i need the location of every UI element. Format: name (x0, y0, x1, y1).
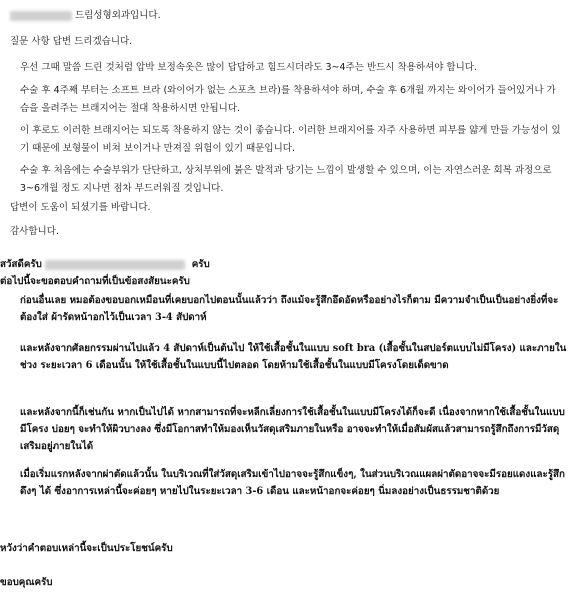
korean-paragraph-1: 우선 그때 말씀 드린 것처럼 압박 보정속옷은 많이 답답하고 힘드시더라도 3~4주는 반드시 착용하셔야 합니다. (20, 62, 477, 73)
korean-greeting-line (10, 6, 562, 26)
korean-thanks: 감사합니다. (10, 226, 59, 237)
thai-intro: ต่อไปนี้จะขอตอบคำถามที่เป็นข้อสงสัยนะครับ (0, 276, 190, 287)
thai-greeting-prefix: สวัสดีครับ (0, 259, 42, 270)
korean-greeting: 드림성형외과입니다. (75, 10, 161, 21)
thai-closing: หวังว่าคำตอบเหล่านี้จะเป็นประโยชน์ครับ (0, 543, 173, 554)
redacted-name-blur (10, 11, 72, 21)
thai-greeting-line (0, 256, 568, 273)
korean-closing: 답변이 도움이 되셨기를 바랍니다. (10, 202, 151, 213)
redacted-name-blur (45, 260, 185, 270)
korean-paragraph-3: 이 후로도 이러한 브래지어는 되도록 착용하지 않는 것이 좋습니다. 이러한 브래지어를 자주 사용하면 피부를 얇게 만들 가능성이 있기 때문에 보형물이 비쳐 보이거나 만져질 위험이 있기 때문입니다. (20, 125, 561, 154)
thai-paragraph-4: เมื่อเริ่มแรกหลังจากผ่าตัดแล้วนั้น ในบริเวณที่ใส่วัสดุเสริมเข้าไปอาจจะรู้สึกแข็งๆ, ในส่วนบริเวณแผลผ่าตัดอาจจะมีรอยแดงและรู้สึกดึงๆ ได้ ซึ่งอาการเหล่านี้จะค่อยๆ หายไปในระยะเวลา 3-6 เดือน และหน้าอกจะค่อยๆ นิ่มลงอย่างเป็นธรรมชาติด้วย (20, 469, 565, 497)
korean-paragraph-2: 수술 후 4주째 부터는 소프트 브라 (와이어가 없는 스포츠 브라)를 착용하셔야 하며, 수술 후 6개월 까지는 와이어가 들어있거나 가슴을 올려주는 브래지어는 절대 착용하시면 안됩니다. (20, 85, 556, 114)
thai-thanks: ขอบคุณครับ (0, 577, 53, 588)
korean-intro: 질문 사항 답변 드리겠습니다. (10, 36, 133, 47)
korean-paragraph-4: 수술 후 처음에는 수술부위가 단단하고, 상처부위에 붉은 발적과 당기는 느낌이 발생할 수 있으며, 이는 자연스러운 회복 과정으로 3~6개월 정도 지나면 점차 부드러워질 것입니다. (20, 165, 552, 194)
thai-paragraph-3: และหลังจากนี้ก็เช่นกัน หากเป็นไปได้ หากสามารถที่จะหลีกเลี่ยงการใช้เสื้อชั้นในแบบมีโครงได้ก็จะดี เนื่องจากหากใช้เสื้อชั้นในแบบมีโครง บ่อยๆ จะทำให้ผิวบางลง ซึ่งมีโอกาสทำให้มองเห็นวัสดุเสริมภายในหรือ อาจจะทำให้เมื่อสัมผัสแล้วสามารถรู้สึกถึงการมีวัสดุเสริมอยู่ภายในได้ (20, 407, 565, 452)
thai-paragraph-1: ก่อนอื่นเลย หมอต้องขอบอกเหมือนที่เคยบอกไปตอนนั้นแล้วว่า ถึงแม้จะรู้สึกอึดอัดหรืออย่างไรก็ตาม มีความจำเป็นเป็นอย่างยิ่งที่จะต้องใส่ ผ้ารัดหน้าอกไว้เป็นเวลา 3-4 สัปดาห์ (20, 295, 559, 323)
thai-paragraph-2: และหลังจากศัลยกรรมผ่านไปแล้ว 4 สัปดาห์เป็นต้นไป ให้ใช้เสื้อชั้นในแบบ soft bra (เสื้อชั้นในสปอร์ตแบบไม่มีโครง) และภายในช่วง ระยะเวลา 6 เดือนนั้น ให้ใช้เสื้อชั้นในแบบนี้ไปตลอด โดยห้ามใช้เสื้อชั้นในแบบมีโครงโดยเด็ดขาด (20, 343, 567, 371)
thai-greeting-suffix: ครับ (191, 259, 210, 270)
